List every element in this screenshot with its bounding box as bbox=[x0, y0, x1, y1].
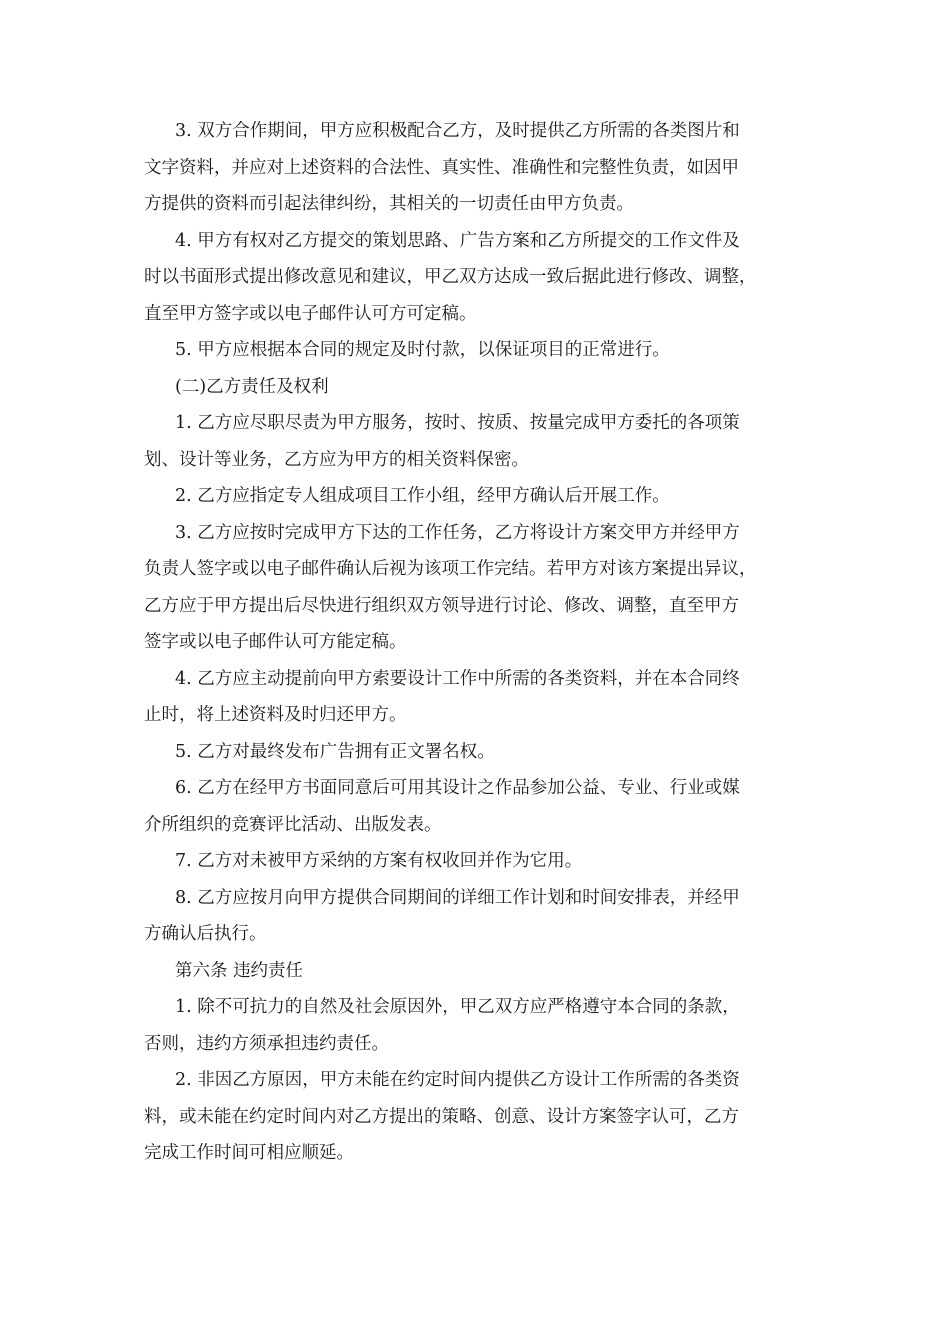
document-page bbox=[144, 119, 806, 1178]
party-b-item-5 bbox=[144, 740, 806, 764]
party-b-item-6 bbox=[144, 776, 806, 837]
paragraph-line: 否则，违约方须承担违约责任。 bbox=[144, 1033, 389, 1054]
paragraph-line: 1. 乙方应尽职尽责为甲方服务，按时、按质、按量完成甲方委托的各项策 bbox=[175, 413, 740, 433]
party-b-item-7 bbox=[144, 849, 806, 873]
paragraph-line: 2. 非因乙方原因，甲方未能在约定时间内提供乙方设计工作所需的各类资 bbox=[175, 1070, 740, 1090]
party-b-item-1 bbox=[144, 411, 806, 472]
paragraph-line: 6. 乙方在经甲方书面同意后可用其设计之作品参加公益、专业、行业或媒 bbox=[175, 778, 740, 798]
paragraph-line: 止时，将上述资料及时归还甲方。 bbox=[144, 705, 407, 725]
paragraph-line: 时以书面形式提出修改意见和建议，甲乙双方达成一致后据此进行修改、调整， bbox=[144, 267, 757, 287]
party-b-item-4 bbox=[144, 667, 806, 728]
paragraph-line: 4. 乙方应主动提前向甲方索要设计工作中所需的各类资料，并在本合同终 bbox=[175, 668, 740, 689]
paragraph-line: 5. 乙方对最终发布广告拥有正文署名权。 bbox=[175, 741, 495, 762]
party-a-item-4 bbox=[144, 229, 806, 326]
paragraph-line: 方提供的资料而引起法律纠纷，其相关的一切责任由甲方负责。 bbox=[144, 194, 634, 214]
section-heading: (二)乙方责任及权利 bbox=[175, 376, 329, 397]
paragraph-line: 5. 甲方应根据本合同的规定及时付款，以保证项目的正常进行。 bbox=[175, 340, 670, 360]
paragraph-line: 文字资料，并应对上述资料的合法性、真实性、准确性和完整性负责，如因甲 bbox=[144, 157, 739, 178]
paragraph-line: 签字或以电子邮件认可方能定稿。 bbox=[144, 632, 407, 652]
article-heading: 第六条 违约责任 bbox=[175, 960, 304, 981]
paragraph-line: 完成工作时间可相应顺延。 bbox=[144, 1143, 354, 1163]
paragraph-line: 直至甲方签字或以电子邮件认可方可定稿。 bbox=[144, 303, 477, 324]
paragraph-line: 7. 乙方对未被甲方采纳的方案有权收回并作为它用。 bbox=[175, 851, 583, 871]
section-party-b-heading bbox=[144, 375, 806, 399]
party-b-item-3 bbox=[144, 521, 806, 655]
paragraph-line: 负责人签字或以电子邮件确认后视为该项工作完结。若甲方对该方案提出异议， bbox=[144, 559, 757, 579]
paragraph-line: 料，或未能在约定时间内对乙方提出的策略、创意、设计方案签字认可，乙方 bbox=[144, 1106, 739, 1127]
article-6-item-2 bbox=[144, 1068, 806, 1165]
party-a-item-5 bbox=[144, 338, 806, 362]
party-b-item-2 bbox=[144, 484, 806, 508]
article-6-item-1 bbox=[144, 995, 806, 1056]
paragraph-line: 介所组织的竞赛评比活动、出版发表。 bbox=[144, 814, 442, 835]
paragraph-line: 1. 除不可抗力的自然及社会原因外，甲乙双方应严格遵守本合同的条款， bbox=[175, 997, 740, 1017]
paragraph-line: 划、设计等业务，乙方应为甲方的相关资料保密。 bbox=[144, 449, 529, 470]
paragraph-line: 4. 甲方有权对乙方提交的策划思路、广告方案和乙方所提交的工作文件及 bbox=[175, 230, 740, 251]
paragraph-line: 方确认后执行。 bbox=[144, 924, 267, 944]
party-b-item-8 bbox=[144, 886, 806, 947]
paragraph-line: 3. 双方合作期间，甲方应积极配合乙方，及时提供乙方所需的各类图片和 bbox=[175, 121, 740, 141]
paragraph-line: 8. 乙方应按月向甲方提供合同期间的详细工作计划和时间安排表，并经甲 bbox=[175, 887, 740, 908]
paragraph-line: 乙方应于甲方提出后尽快进行组织双方领导进行讨论、修改、调整，直至甲方 bbox=[144, 595, 739, 616]
paragraph-line: 3. 乙方应按时完成甲方下达的工作任务，乙方将设计方案交甲方并经甲方 bbox=[175, 522, 740, 543]
paragraph-line: 2. 乙方应指定专人组成项目工作小组，经甲方确认后开展工作。 bbox=[175, 486, 670, 506]
article-6-heading bbox=[144, 959, 806, 983]
party-a-item-3 bbox=[144, 119, 806, 216]
